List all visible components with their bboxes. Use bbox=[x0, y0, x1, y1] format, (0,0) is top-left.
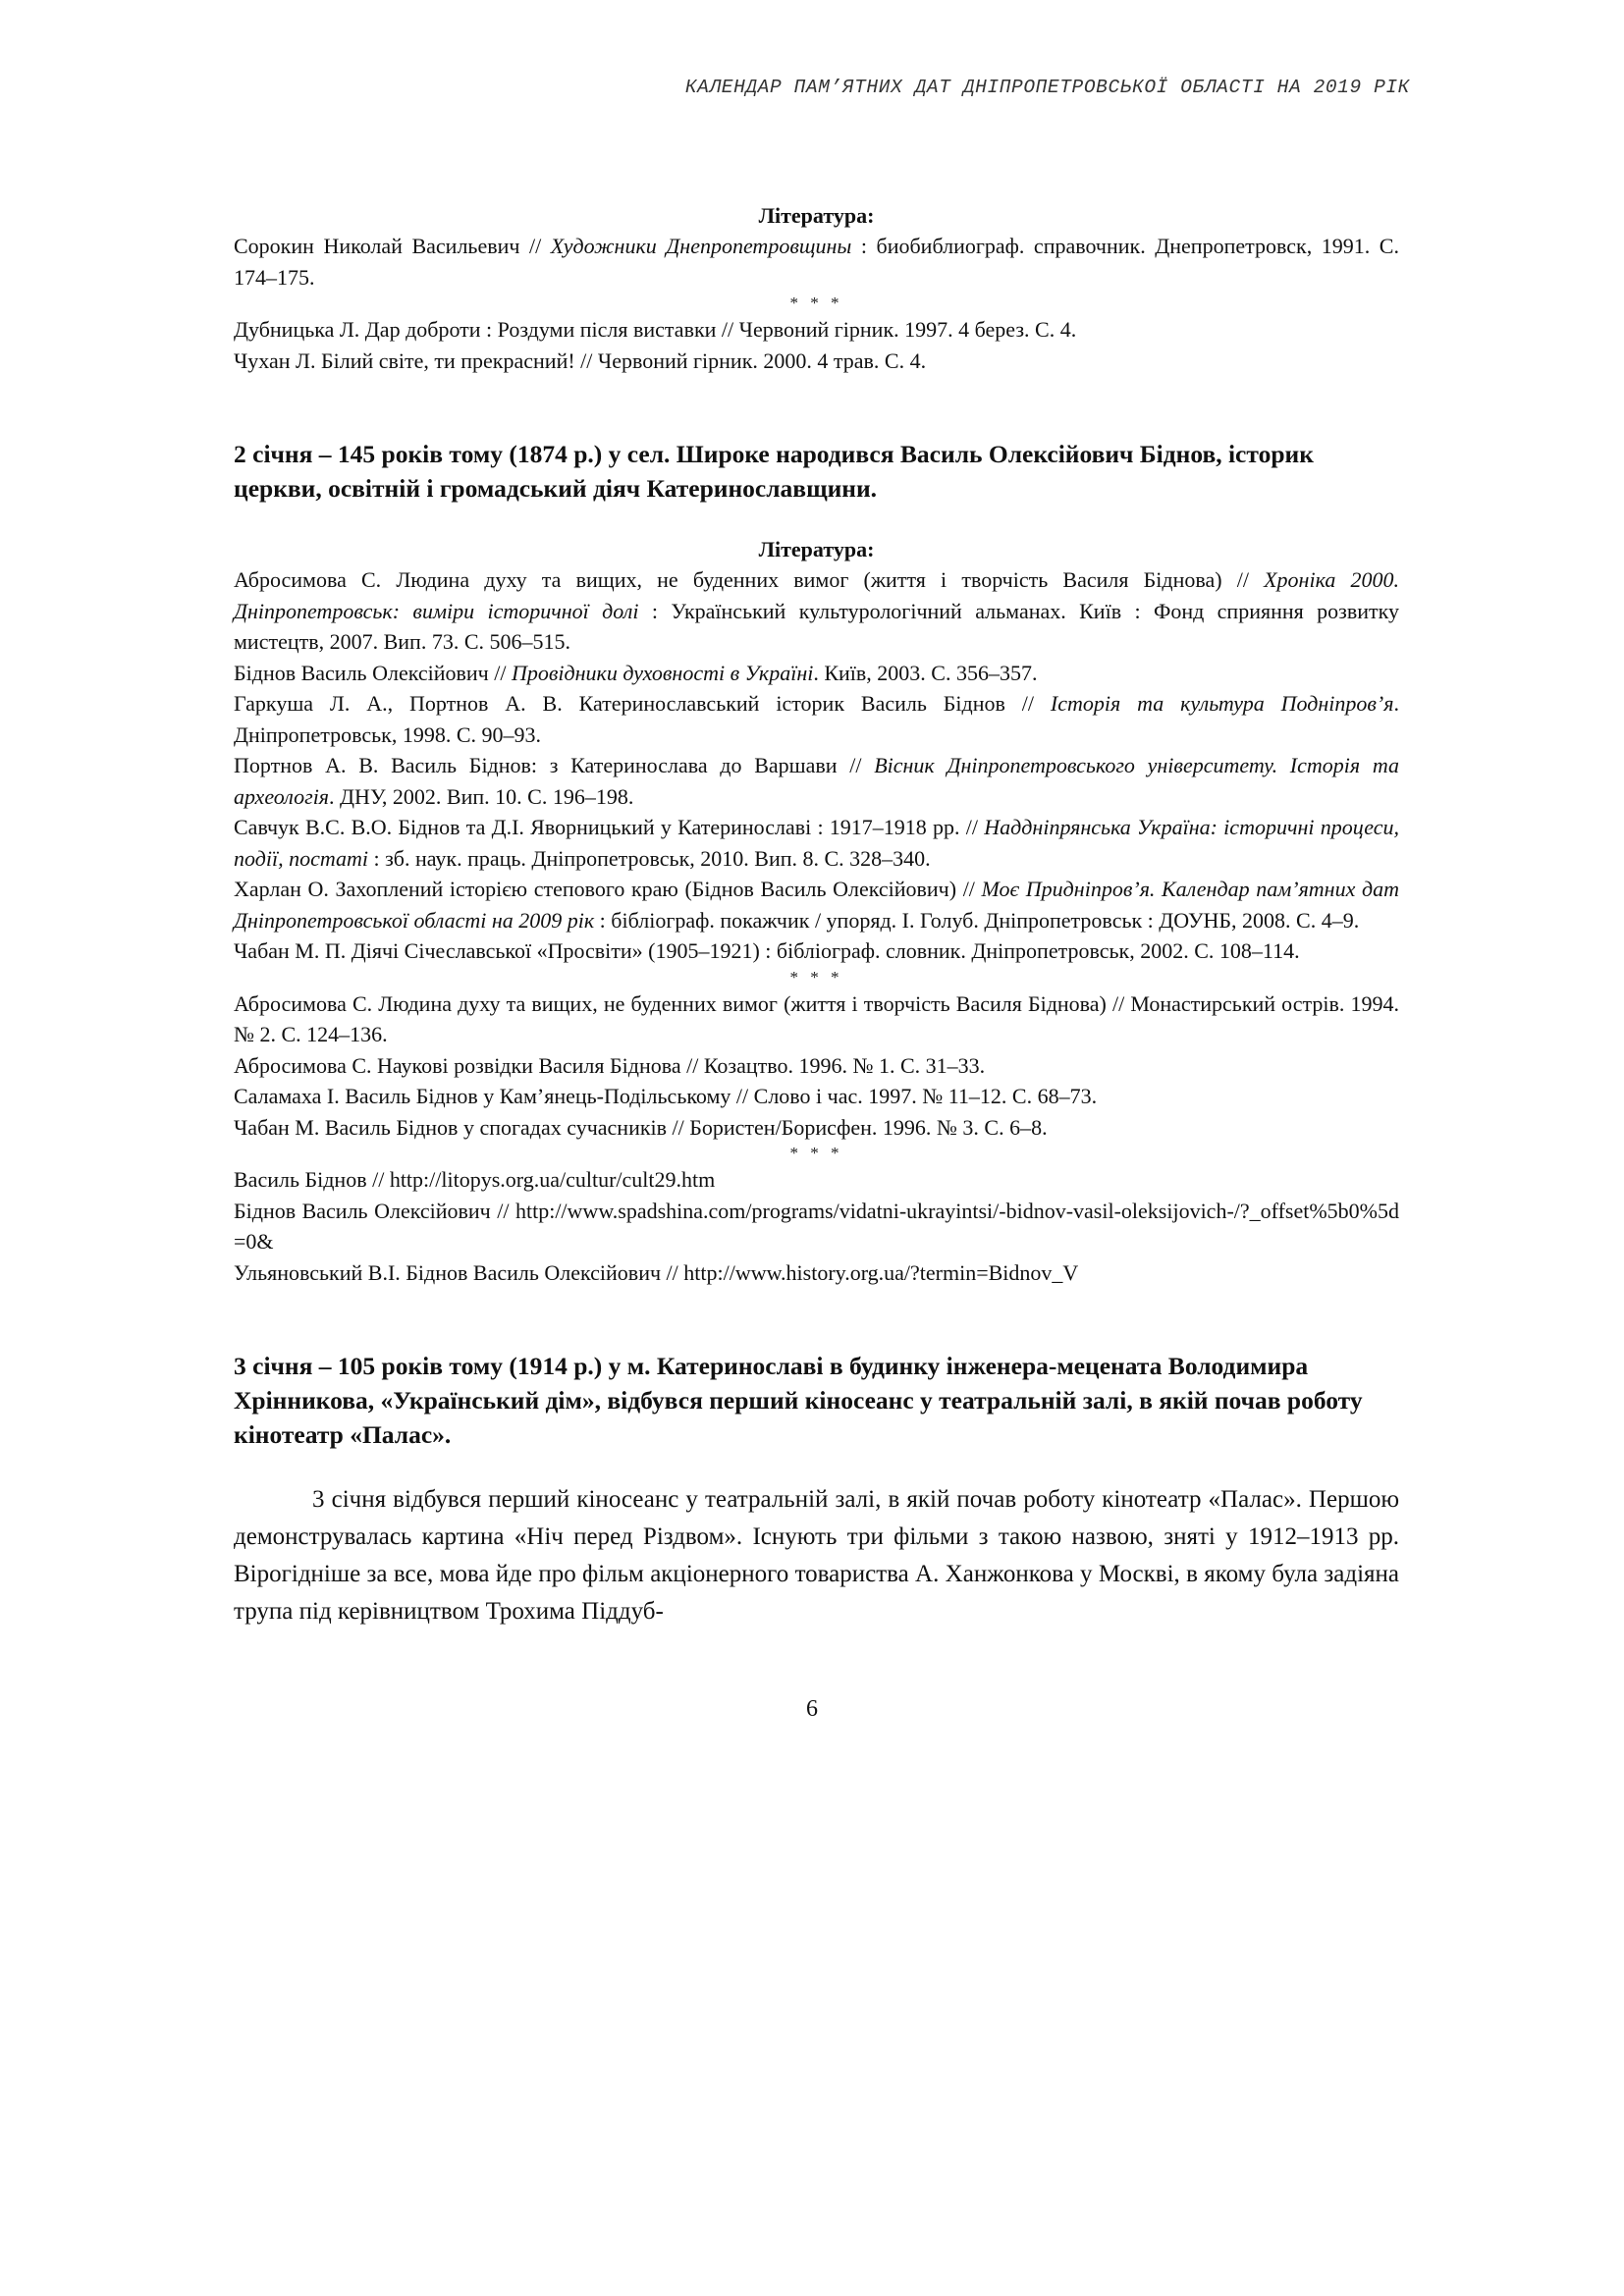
web-resource-entry: Василь Біднов // http://litopys.org.ua/cultur/cult29.htm bbox=[234, 1167, 716, 1192]
bibliography-entry: Гаркуша Л. А., Портнов А. В. Катеринославський історик Василь Біднов // Історія та культура Подніпров’я. Дніпропетровськ, 1998. С. 90–93. bbox=[234, 691, 1399, 747]
separator-stars: * * * bbox=[789, 294, 843, 312]
bibliography-entry: Саламаха І. Василь Біднов у Кам’янець-Подільському // Слово і час. 1997. № 11–12. С. 68–73. bbox=[234, 1084, 1098, 1108]
literature-heading: Література: bbox=[758, 537, 875, 561]
bibliography-entry: Чабан М. П. Діячі Січеславської «Просвіти» (1905–1921) : бібліограф. словник. Дніпропетровськ, 2002. С. 108–114. bbox=[234, 938, 1300, 963]
bibliography-entry: Чабан М. Василь Біднов у спогадах сучасників // Бористен/Борисфен. 1996. № 3. С. 6–8. bbox=[234, 1114, 1048, 1140]
body-paragraph: 3 січня відбувся перший кіносеанс у театральній залі, в якій почав роботу кінотеатр «Палас». Першою демонструвалась картина «Ніч перед Різдвом». Існують три фільми з такою назвою, зняті у 1912–1913 рр. Вірогідніше за все, мова йде про фільм акціонерного товариства А. Ханжонкова у Москві, в якому була задіяна трупа під керівництвом Трохима Піддуб- bbox=[234, 1486, 1399, 1625]
page-content bbox=[234, 201, 1399, 1630]
bibliography-entry: Портнов А. В. Василь Біднов: з Катеринослава до Варшави // Вісник Дніпропетровського університету. Історія та археологія. ДНУ, 2002. Вип. 10. С. 196–198. bbox=[234, 753, 1399, 809]
event-section-bidnov bbox=[234, 437, 1399, 1288]
separator-stars: * * * bbox=[789, 967, 843, 987]
web-resource-entry: Біднов Василь Олексійович // http://www.spadshina.com/programs/vidatni-ukrayintsi/-bidnov-vasil-oleksijovich-/?_offset%5b0%5d=0& bbox=[234, 1198, 1399, 1254]
event-section-palas bbox=[234, 1349, 1399, 1630]
running-header: КАЛЕНДАР ПАМ’ЯТНИХ ДАТ ДНІПРОПЕТРОВСЬКОЇ ОБЛАСТІ НА 2019 РІК bbox=[684, 77, 1410, 98]
bibliography-entry: Чухан Л. Білий світе, ти прекрасний! // Червоний гірник. 2000. 4 трав. С. 4. bbox=[234, 347, 927, 373]
web-resource-entry: Ульяновський В.І. Біднов Василь Олексійович // http://www.history.org.ua/?termin=Bidnov_V bbox=[234, 1259, 1079, 1285]
event-title: 2 січня – 145 років тому (1874 р.) у сел. Широке народився Василь Олексійович Біднов, історик церкви, освітній і громадський діяч Катеринославщини. bbox=[234, 440, 1314, 503]
literature-block-previous bbox=[234, 201, 1399, 376]
bibliography-entry: Дубницька Л. Дар доброти : Роздуми після виставки // Червоний гірник. 1997. 4 берез. С. 4. bbox=[234, 317, 1077, 342]
bibliography-entry: Біднов Василь Олексійович // Провідники духовності в Україні. Київ, 2003. С. 356–357. bbox=[234, 660, 1038, 685]
separator-stars: * * * bbox=[789, 1144, 843, 1162]
bibliography-entry: Сорокин Николай Васильевич // Художники Днепропетровщины : биобиблиограф. справочник. Днепропетровск, 1991. С. 174–175. bbox=[234, 234, 1399, 290]
event-title: 3 січня – 105 років тому (1914 р.) у м. Катеринославі в будинку інженера-мецената Володимира Хрінникова, «Український дім», відбувся перший кіносеанс у театральній залі, в якій почав роботу кінотеатр «Палас». bbox=[234, 1352, 1363, 1449]
bibliography-entry: Абросимова С. Наукові розвідки Василя Біднова // Козацтво. 1996. № 1. С. 31–33. bbox=[234, 1052, 986, 1078]
bibliography-entry: Абросимова С. Людина духу та вищих, не буденних вимог (життя і творчість Василя Біднова) // Хроніка 2000. Дніпропетровськ: виміри історичної долі : Український культурологічний альманах. Київ : Фонд сприяння розвитку мистецтв, 2007. Вип. 73. С. 506–515. bbox=[234, 567, 1399, 654]
bibliography-entry: Харлан О. Захоплений історією степового краю (Біднов Василь Олексійович) // Моє Придніпров’я. Календар пам’ятних дат Дніпропетровської області на 2009 рік : бібліограф. покажчик / упоряд. І. Голуб. Дніпропетровськ : ДОУНБ, 2008. С. 4–9. bbox=[234, 877, 1399, 933]
page-number: 6 bbox=[806, 1696, 818, 1722]
bibliography-entry: Савчук В.С. В.О. Біднов та Д.І. Яворницький у Катеринославі : 1917–1918 рр. // Наддніпрянська Україна: історичні процеси, події, постаті : зб. наук. праць. Дніпропетровськ, 2010. Вип. 8. С. 328–340. bbox=[234, 815, 1399, 871]
literature-heading: Література: bbox=[758, 203, 875, 228]
bibliography-entry: Абросимова С. Людина духу та вищих, не буденних вимог (життя і творчість Василя Біднова) // Монастирський острів. 1994. № 2. С. 124–136. bbox=[234, 990, 1399, 1046]
